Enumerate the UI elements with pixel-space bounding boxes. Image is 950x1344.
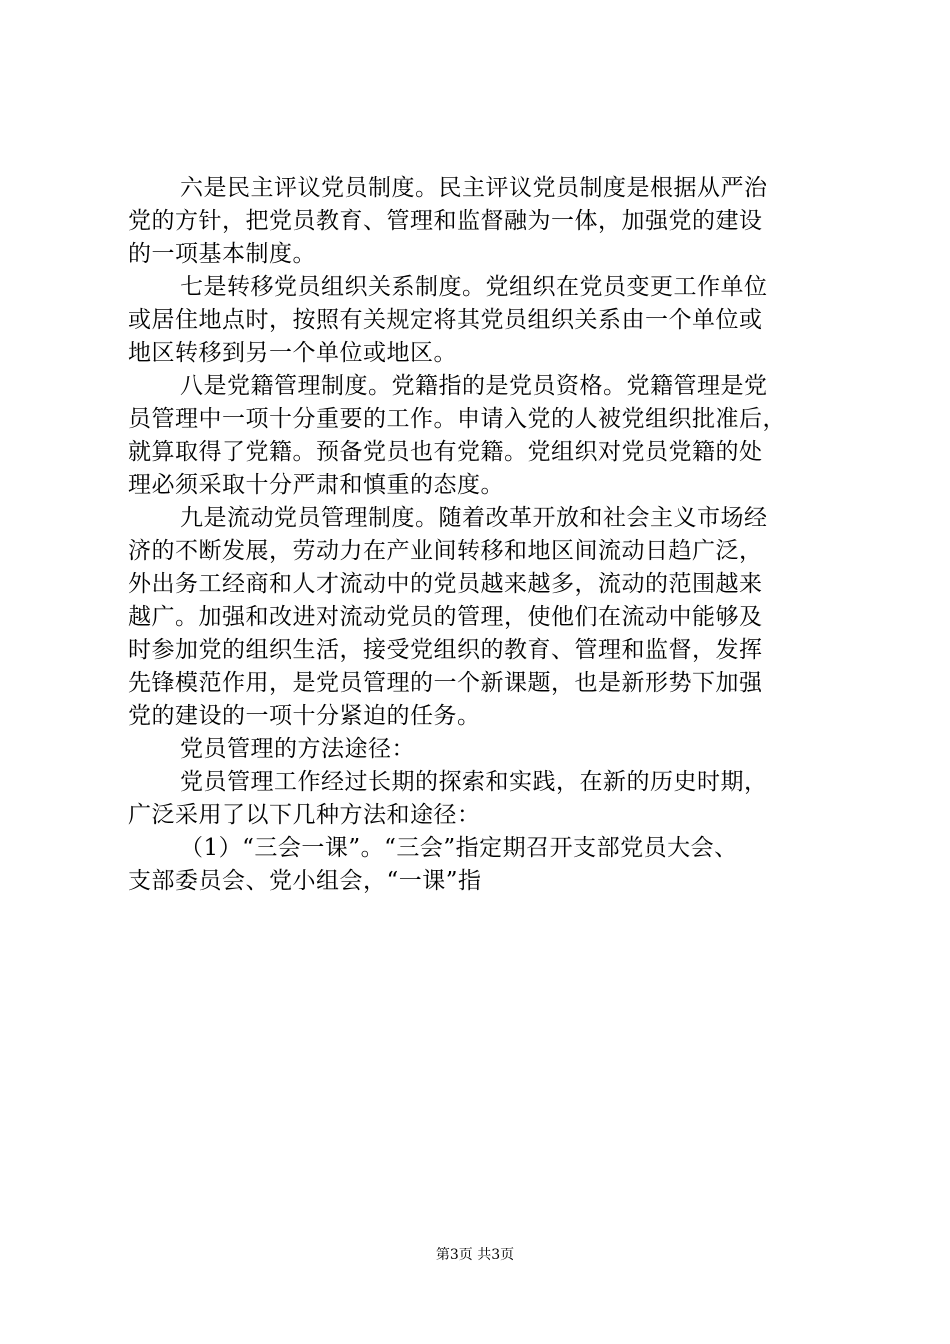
text-line: 支部委员会、党小组会，“一课”指	[128, 868, 482, 894]
text-line: 的一项基本制度。	[128, 241, 316, 267]
text-line: 先锋模范作用，是党员管理的一个新课题，也是新形势下加强	[128, 670, 763, 696]
text-line: 九是流动党员管理制度。随着改革开放和社会主义市场经	[180, 505, 768, 531]
text-line: 八是党籍管理制度。党籍指的是党员资格。党籍管理是党	[180, 373, 768, 399]
text-line: 就算取得了党籍。预备党员也有党籍。党组织对党员党籍的处	[128, 439, 763, 465]
text-line: （1）“三会一课”。“三会”指定期召开支部党员大会、	[180, 835, 738, 861]
text-line: 地区转移到另一个单位或地区。	[128, 340, 457, 366]
text-line: 党员管理工作经过长期的探索和实践，在新的历史时期，	[180, 769, 768, 795]
text-line: 六是民主评议党员制度。民主评议党员制度是根据从严治	[180, 175, 768, 201]
text-line: 党的方针，把党员教育、管理和监督融为一体，加强党的建设	[128, 208, 763, 234]
text-line: 时参加党的组织生活，接受党组织的教育、管理和监督，发挥	[128, 637, 763, 663]
text-line: 外出务工经商和人才流动中的党员越来越多，流动的范围越来	[128, 571, 763, 597]
text-line: 七是转移党员组织关系制度。党组织在党员变更工作单位	[180, 274, 768, 300]
text-line: 党员管理的方法途径：	[180, 736, 415, 762]
text-line: 理必须采取十分严肃和慎重的态度。	[128, 472, 504, 498]
document-body	[128, 172, 840, 898]
text-line: 员管理中一项十分重要的工作。申请入党的人被党组织批准后，	[128, 406, 786, 432]
text-line: 广泛采用了以下几种方法和途径：	[128, 802, 481, 828]
text-line: 党的建设的一项十分紧迫的任务。	[128, 703, 481, 729]
text-line: 越广。加强和改进对流动党员的管理，使他们在流动中能够及	[128, 604, 763, 630]
page-footer: 第3页 共3页	[435, 1247, 515, 1263]
text-line: 或居住地点时，按照有关规定将其党员组织关系由一个单位或	[128, 307, 763, 333]
text-line: 济的不断发展，劳动力在产业间转移和地区间流动日趋广泛，	[128, 538, 763, 564]
